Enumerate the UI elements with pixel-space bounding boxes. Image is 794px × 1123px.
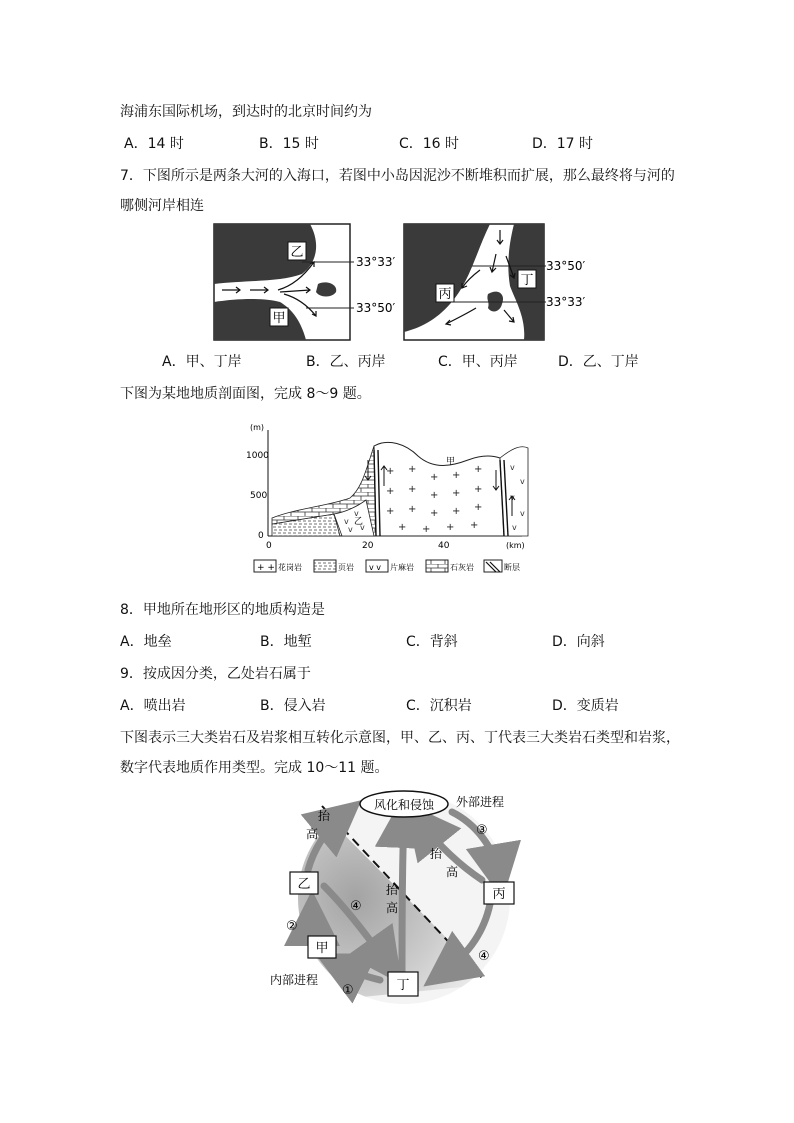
map-left-label-bottom: 甲	[272, 311, 286, 326]
q7-options	[162, 352, 642, 372]
svg-text:+: +	[474, 484, 483, 495]
svg-text:+: +	[452, 506, 461, 517]
svg-text:+: +	[474, 502, 483, 513]
q7-option-a[interactable]: A．甲、丁岸	[162, 354, 242, 370]
q7-option-d[interactable]: D．乙、丁岸	[558, 354, 639, 370]
svg-text:+: +	[452, 488, 461, 499]
svg-text:v: v	[512, 523, 517, 532]
uplift-right-2: 高	[446, 865, 459, 879]
svg-text:+: +	[408, 464, 417, 475]
map-right-lat-bottom: 33°33′	[546, 295, 586, 309]
q9-stem: 9．按成因分类，乙处岩石属于	[120, 666, 311, 682]
legend-granite: 花岗岩	[278, 563, 302, 572]
q9-option-b[interactable]: B．侵入岩	[260, 698, 326, 714]
q6-stem-continuation: 海浦东国际机场，到达时的北京时间约为	[120, 104, 372, 120]
geological-profile	[238, 420, 538, 582]
estuary-map-right	[404, 224, 586, 340]
q8-option-b[interactable]: B．地堑	[260, 634, 312, 650]
profile-legend	[254, 560, 520, 573]
num-4-right: ④	[478, 949, 490, 964]
q8-stem: 8．甲地所在地形区的地质构造是	[120, 602, 325, 618]
num-3: ③	[476, 823, 488, 838]
q8-option-a[interactable]: A．地垒	[120, 634, 172, 650]
box-ding: 丁	[396, 978, 410, 993]
num-1: ①	[342, 983, 354, 998]
num-2: ②	[286, 919, 298, 934]
outer-process-label: 外部进程	[456, 795, 505, 809]
profile-label-jia: 甲	[446, 457, 456, 467]
q9-option-d[interactable]: D．变质岩	[552, 698, 619, 714]
profile-y-tick-0: 0	[258, 531, 264, 541]
svg-text:+: +	[430, 490, 439, 501]
q7-stem-line2: 哪侧河岸相连	[120, 198, 204, 214]
svg-text:+: +	[422, 524, 431, 535]
svg-text:+: +	[474, 464, 483, 475]
svg-text:+: +	[386, 506, 395, 517]
q8-options	[120, 632, 620, 652]
estuary-maps	[210, 222, 590, 344]
uplift-mid-2: 高	[386, 901, 399, 915]
box-yi: 乙	[297, 877, 311, 892]
q6-option-b[interactable]: B．15 时	[259, 136, 319, 152]
q7-option-c[interactable]: C．甲、丙岸	[438, 354, 518, 370]
q6-options	[124, 134, 644, 154]
num-4-left: ④	[350, 899, 362, 914]
svg-text:v: v	[520, 509, 525, 518]
svg-text:+: +	[452, 470, 461, 481]
svg-text:+: +	[408, 484, 417, 495]
q7-option-b[interactable]: B．乙、丙岸	[306, 354, 386, 370]
intro-10-11-line2: 数字代表地质作用类型。完成 10～11 题。	[120, 760, 389, 776]
svg-text:+: +	[430, 472, 439, 483]
svg-text:+: +	[408, 504, 417, 515]
profile-y-unit: (m)	[250, 423, 265, 432]
q6-option-c[interactable]: C．16 时	[399, 136, 460, 152]
legend-shale: 页岩	[338, 563, 354, 572]
map-right-lat-top: 33°50′	[546, 259, 586, 273]
uplift-right-1: 抬	[430, 847, 443, 861]
svg-text:v v: v v	[369, 563, 382, 572]
profile-x-tick-20: 20	[362, 541, 374, 551]
map-left-lat-bottom: 33°50′	[356, 301, 396, 315]
map-right-label-left: 丙	[438, 287, 452, 302]
q7-stem-line1: 7．下图所示是两条大河的入海口，若图中小岛因泥沙不断堆积而扩展，那么最终将与河的	[120, 168, 675, 184]
svg-text:v: v	[510, 493, 515, 502]
svg-text:+ +: + +	[257, 563, 275, 573]
inner-process-label: 内部进程	[270, 973, 319, 987]
profile-x-tick-0: 0	[266, 541, 272, 551]
rock-cycle-diagram	[262, 784, 552, 1008]
svg-text:+: +	[446, 522, 455, 533]
svg-text:v: v	[348, 525, 353, 534]
q9-options	[120, 696, 620, 716]
q6-option-d[interactable]: D．17 时	[532, 136, 594, 152]
legend-gneiss: 片麻岩	[390, 563, 414, 572]
estuary-map-left	[214, 224, 396, 340]
q8-option-d[interactable]: D．向斜	[552, 634, 605, 650]
profile-y-tick-500: 500	[250, 491, 268, 501]
intro-8-9: 下图为某地地质剖面图，完成 8～9 题。	[120, 386, 371, 402]
profile-x-unit: (km)	[506, 541, 525, 550]
svg-text:v: v	[360, 523, 365, 532]
box-jia: 甲	[315, 941, 329, 956]
svg-text:+: +	[398, 522, 407, 533]
profile-x-tick-40: 40	[438, 541, 450, 551]
q8-option-c[interactable]: C．背斜	[406, 634, 458, 650]
q6-option-a[interactable]: A．14 时	[124, 136, 184, 152]
svg-text:v: v	[354, 509, 359, 518]
uplift-left-2: 高	[306, 827, 319, 841]
q9-option-a[interactable]: A．喷出岩	[120, 698, 186, 714]
q9-option-c[interactable]: C．沉积岩	[406, 698, 472, 714]
profile-y-tick-1000: 1000	[246, 451, 269, 461]
uplift-left-1: 抬	[318, 809, 331, 823]
svg-text:v: v	[344, 517, 349, 526]
svg-text:+: +	[386, 486, 395, 497]
box-bing: 丙	[492, 887, 506, 902]
svg-text:v: v	[510, 463, 515, 472]
map-left-label-top: 乙	[290, 245, 304, 260]
svg-text:v: v	[520, 477, 525, 486]
weathering-label: 风化和侵蚀	[373, 798, 435, 812]
intro-10-11-line1: 下图表示三大类岩石及岩浆相互转化示意图，甲、乙、丙、丁代表三大类岩石类型和岩浆，	[120, 730, 680, 746]
svg-text:+: +	[470, 520, 479, 531]
uplift-mid-1: 抬	[386, 883, 399, 897]
legend-limestone: 石灰岩	[450, 563, 474, 572]
map-right-label-right: 丁	[520, 273, 534, 288]
map-left-lat-top: 33°33′	[356, 255, 396, 269]
svg-text:+: +	[386, 466, 395, 477]
profile-label-yi: 乙	[354, 517, 364, 527]
svg-text:+: +	[430, 508, 439, 519]
legend-fault: 断层	[504, 563, 520, 572]
